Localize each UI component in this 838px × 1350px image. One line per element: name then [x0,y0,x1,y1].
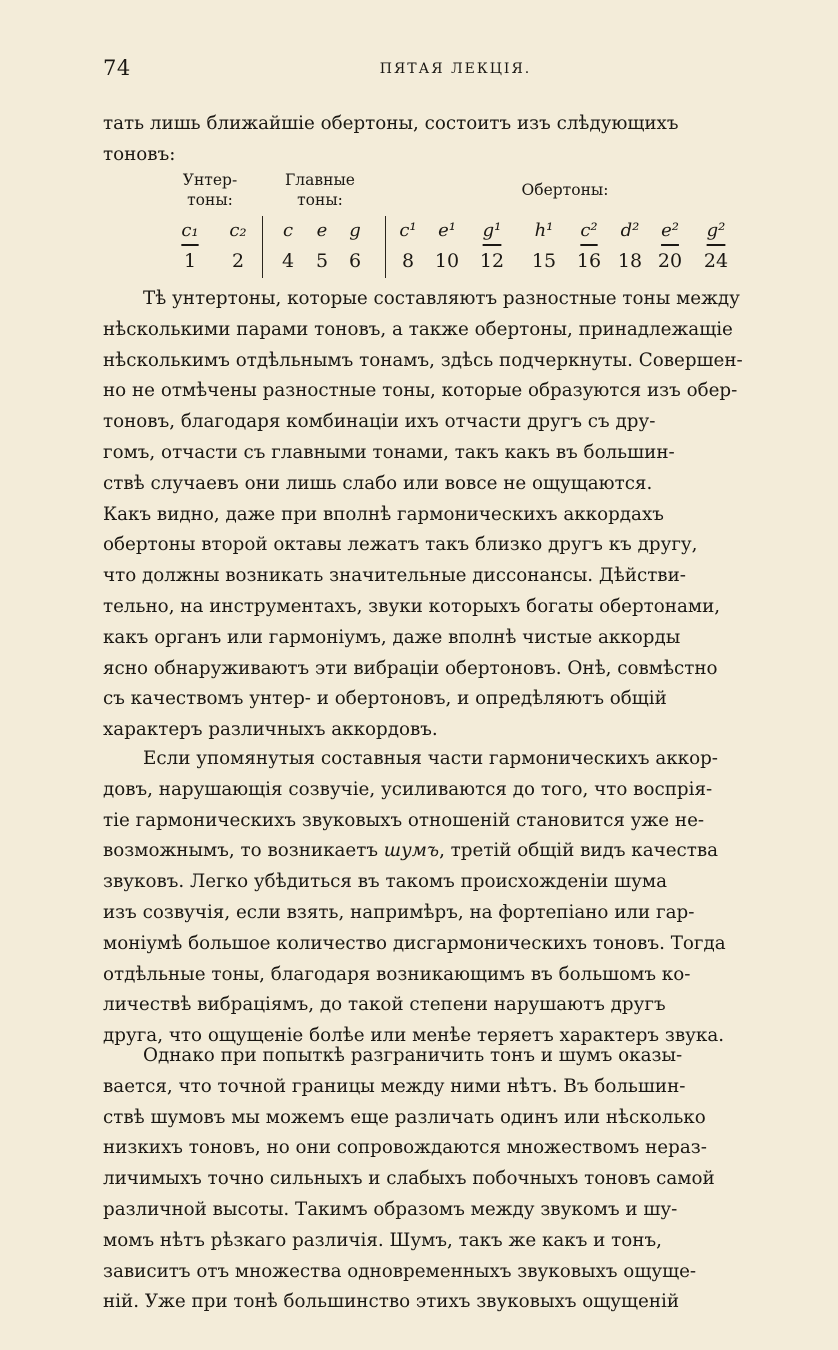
text-line: тельно, на инструментахъ, звуки которыхъ богаты обертонами, [103,595,721,617]
text-line: тоновъ, благодаря комбинаціи ихъ отчасти другъ съ дру- [103,411,656,433]
text-line: Если упомянутыя составныя части гармоническихъ аккор- [143,748,718,769]
text-line: Однако при попыткѣ разграничить тонъ и шумъ оказы- [143,1045,683,1066]
tone-number: 20 [657,250,683,272]
tone-number: 8 [401,250,415,272]
tone-number: 18 [617,250,643,272]
untertones-label-line: тоны: [187,191,233,209]
text-line: звуковъ. Легко убѣдиться въ такомъ происхожденіи шума [103,871,668,893]
tone-numbers-row [170,250,770,280]
text-line: моніумѣ большое количество дисгармоническихъ тоновъ. Тогда [103,932,726,954]
text-line: изъ созвучія, если взять, напримѣръ, на фортепіано или гар- [103,901,695,923]
text-line: гомъ, отчасти съ главными тонами, такъ какъ въ большин- [103,441,675,463]
main-tones-label-line: тоны: [297,191,343,209]
tone-note: c₂ [229,220,247,241]
tone-number: 15 [531,250,557,272]
paragraph-4 [103,1041,808,1318]
text-line: характеръ различныхъ аккордовъ. [103,719,438,741]
text-line: ствѣ шумовъ мы можемъ еще различать одинъ или нѣсколько [103,1106,706,1128]
text-line: друга, что ощущеніе болѣе или менѣе теряетъ характеръ звука. [103,1025,725,1047]
tone-table [170,170,770,280]
tone-number: 4 [281,250,295,272]
text-line: нѣсколькимъ отдѣльнымъ тонамъ, здѣсь подчеркнуты. Совершен- [103,349,743,371]
running-title: ПЯТАЯ ЛЕКЦІЯ. [379,61,532,77]
text-line: Тѣ унтертоны, которые составляютъ разностные тоны между [143,288,740,309]
tone-number: 5 [315,250,329,272]
tone-number: 1 [183,250,197,272]
text-line: личествѣ вибраціямъ, до такой степени нарушаютъ другъ [103,994,666,1016]
tone-note: d² [620,220,640,241]
tone-number: 16 [576,250,602,272]
overtones-label: Обертоны: [521,181,609,199]
tone-notes-row [170,220,770,250]
tone-note: e² [661,220,679,241]
text-line: что должны возникать значительные диссонансы. Дѣйстви- [103,565,686,587]
untertones-label-line: Унтер- [182,171,238,189]
tone-note: g¹ [482,220,502,241]
text-line: нѣсколькими парами тоновъ, а также обертоны, принадлежащіе [103,318,733,340]
text-line: момъ нѣтъ рѣзкаго различія. Шумъ, такъ же какъ и тонъ, [103,1229,662,1251]
emphasized-word: шумъ [383,840,440,862]
text-line: обертоны второй октавы лежатъ такъ близко другъ къ другу, [103,534,698,556]
untertones-label [170,170,250,210]
intro-paragraph [103,109,808,171]
text-line: вается, что точной границы между ними нѣтъ. Въ большин- [103,1075,686,1097]
tone-number: 12 [479,250,505,272]
text-line: ясно обнаруживаютъ эти вибраціи обертоновъ. Онѣ, совмѣстно [103,657,718,679]
text-line [103,836,808,867]
main-tones-label [270,170,370,210]
text-line: зависитъ отъ множества одновременныхъ звуковыхъ ощуще- [103,1260,697,1282]
text-line: тоновъ: [103,143,176,165]
text-line: съ качествомъ унтер- и обертоновъ, и опредѣляютъ общій [103,688,667,710]
paragraph-2 [103,284,808,746]
text-line: тіе гармоническихъ звуковыхъ отношеній становится уже не- [103,809,705,831]
text-line: ствѣ случаевъ они лишь слабо или вовсе не ощущаются. [103,472,653,494]
tone-note: c² [580,220,598,241]
main-tones-label-line: Главные [285,171,355,189]
tone-number: 6 [348,250,362,272]
tone-note: c [282,220,294,241]
text-line: ній. Уже при тонѣ большинство этихъ звуковыхъ ощущеній [103,1291,680,1313]
text-run: , третій общій видъ качества [439,840,719,862]
text-line: какъ органъ или гармоніумъ, даже вполнѣ чистые аккорды [103,626,681,648]
tone-note: g [349,220,361,241]
text-line: Какъ видно, даже при вполнѣ гармоническихъ аккордахъ [103,503,664,525]
text-line: тать лишь ближайшіе обертоны, состоитъ изъ слѣдующихъ [103,113,679,134]
tone-note: g² [706,220,726,241]
text-line: отдѣльные тоны, благодаря возникающимъ въ большомъ ко- [103,963,691,985]
tone-number: 10 [434,250,460,272]
paragraph-3-rest [103,867,808,1052]
tone-note: c¹ [399,220,417,241]
tone-note: c₁ [181,220,199,241]
tone-note: e¹ [438,220,456,241]
page-number: 74 [103,56,131,80]
tone-note: e [316,220,328,241]
text-run: возможнымъ, то возникаетъ [103,840,384,862]
page-header [103,56,808,86]
text-line: различной высоты. Такимъ образомъ между звукомъ и шу- [103,1198,678,1220]
text-line: низкихъ тоновъ, но они сопровождаются множествомъ нераз- [103,1137,707,1159]
text-line: довъ, нарушающія созвучіе, усиливаются до того, что воспрія- [103,778,713,800]
paragraph-3 [103,744,808,1052]
tone-number: 2 [231,250,245,272]
text-line: личимыхъ точно сильныхъ и слабыхъ побочныхъ тоновъ самой [103,1168,715,1190]
tone-number: 24 [703,250,729,272]
tone-note: h¹ [534,220,554,241]
text-line: но не отмѣчены разностные тоны, которые образуются изъ обер- [103,380,738,402]
